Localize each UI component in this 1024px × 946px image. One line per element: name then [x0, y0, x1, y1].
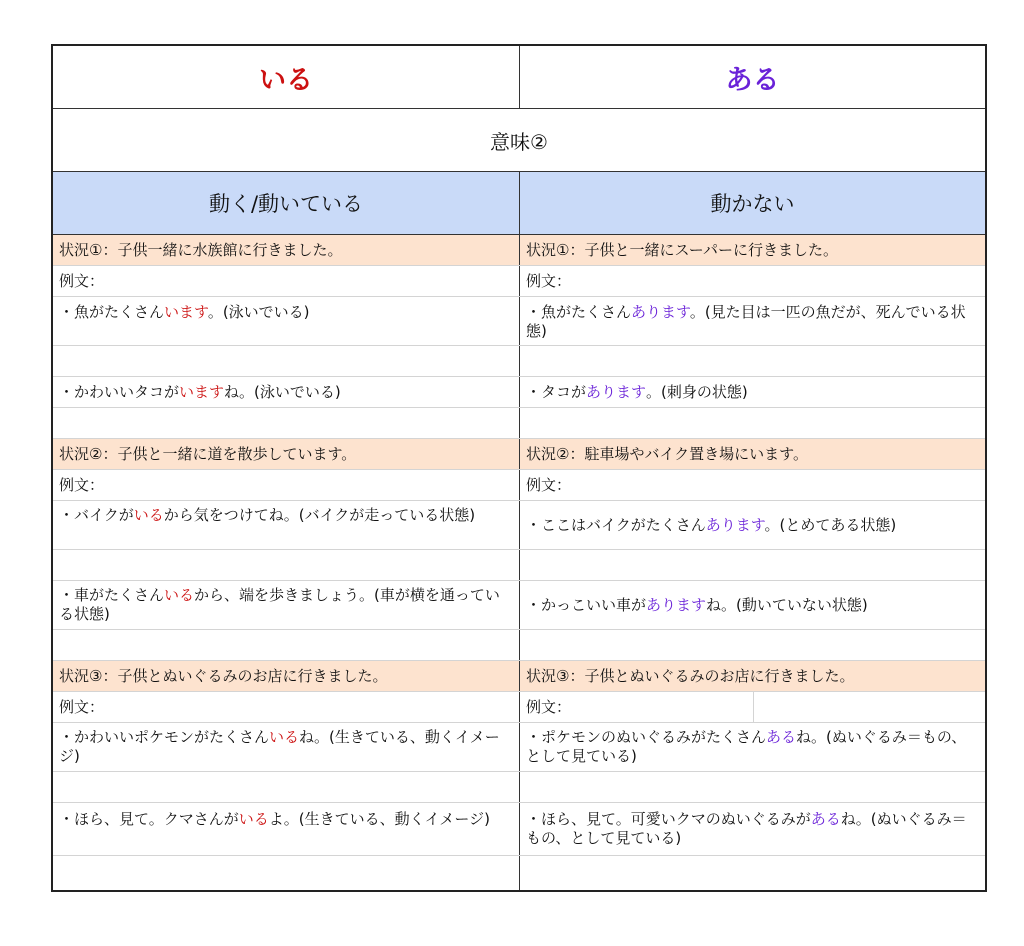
example-sentence: ・魚がたくさんあります。(見た目は一匹の魚だが、死んでいる状態) — [526, 303, 966, 340]
meaning-title: 意味② — [490, 129, 548, 154]
highlight-aru: あります — [646, 595, 707, 614]
highlight-aru: あります — [705, 515, 765, 534]
example-label: 例文： — [53, 266, 520, 296]
highlight-iru: います — [164, 303, 208, 321]
example-sentence: ・バイクがいるから気をつけてね。(バイクが走っている状態) — [53, 501, 520, 549]
example-sentence: ・ほら、見て。クマさんがいるよ。(生きている、動くイメージ) — [53, 803, 520, 855]
subheader-right: 動かない — [710, 192, 795, 216]
highlight-aru: ある — [810, 810, 841, 828]
example-sentence: ・魚がたくさんいます。(泳いでいる) — [53, 297, 520, 345]
example-sentence: ・ポケモンのぬいぐるみがたくさんあるね。(ぬいぐるみ＝もの、として見ている) — [526, 728, 967, 765]
example-sentence: ・かわいいタコが います ね。(泳いでいる) — [53, 377, 520, 407]
example-label: 例文： — [526, 271, 572, 290]
example-label: 例文： — [53, 470, 520, 500]
example-label: 例文： — [526, 697, 572, 716]
comparison-table — [51, 44, 987, 892]
header-iru: いる — [53, 46, 520, 108]
example-sentence: ・かわいいポケモンがたくさんいるね。(生きている、動くイメージ) — [53, 723, 520, 771]
highlight-iru: いる — [164, 586, 195, 604]
situation-title: 状況③：子供とぬいぐるみのお店に行きました。 — [526, 666, 855, 685]
example-sentence: ・ほら、見て。可愛いクマのぬいぐるみがあるね。(ぬいぐるみ＝もの、として見ている) — [526, 810, 967, 847]
example-sentence: ・かっこいい車がありますね。(動いていない状態) — [526, 595, 868, 614]
situation-title: 状況③：子供とぬいぐるみのお店に行きました。 — [53, 661, 520, 691]
highlight-iru: いる — [133, 506, 164, 524]
header-aru: ある — [725, 64, 780, 96]
example-sentence: ・タコが あります 。(刺身の状態) — [526, 382, 748, 401]
highlight-iru: いる — [238, 810, 269, 828]
highlight-iru: いる — [269, 728, 300, 746]
highlight-aru: ある — [766, 728, 797, 746]
situation-title: 状況②：駐車場やバイク置き場にいます。 — [526, 444, 808, 463]
situation-title: 状況②：子供と一緒に道を散歩しています。 — [53, 439, 520, 469]
situation-title: 状況①：子供一緒に水族館に行きました。 — [53, 235, 520, 265]
highlight-iru: います — [179, 382, 225, 401]
highlight-aru: あります — [631, 303, 690, 321]
situation-title: 状況①：子供と一緒にスーパーに行きました。 — [526, 240, 838, 259]
example-sentence: ・車がたくさんいるから、端を歩きましょう。(車が横を通っている状態) — [53, 581, 520, 629]
subheader-left: 動く/動いている — [53, 172, 520, 234]
example-sentence: ・ここはバイクがたくさんあります。(とめてある状態) — [526, 515, 897, 534]
example-label: 例文： — [526, 475, 572, 494]
example-label: 例文： — [53, 692, 520, 722]
highlight-aru: あります — [586, 382, 647, 401]
